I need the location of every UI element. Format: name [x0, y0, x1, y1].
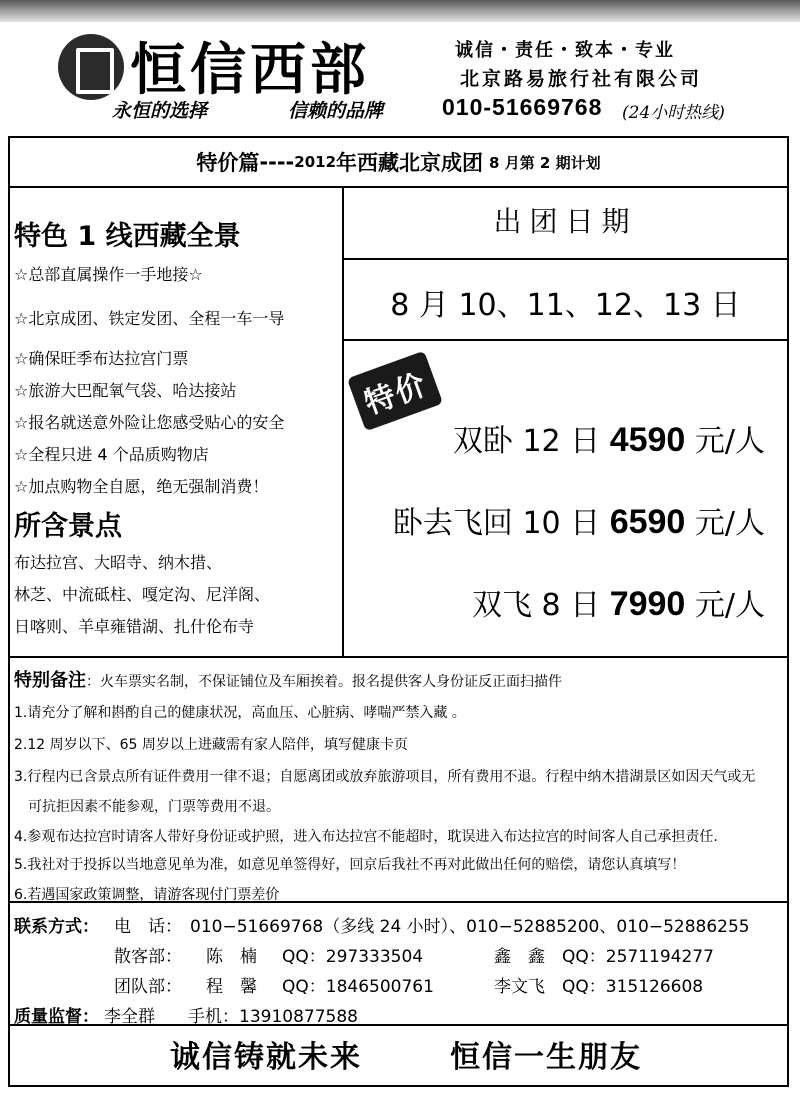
feature-item: ☆北京成团、铁定发团、全程一车一导	[14, 309, 285, 328]
hotline-note: (24小时热线)	[622, 103, 725, 123]
price-line	[393, 498, 765, 542]
price-label: 双飞 8 日	[471, 588, 601, 623]
price-unit: 元/人	[694, 588, 765, 623]
retail-contact2-qq: QQ：2571194277	[562, 947, 714, 967]
group-contact2-qq: QQ：315126608	[562, 977, 704, 997]
brand-name: 恒信西部	[130, 37, 370, 103]
scenic-line: 布达拉宫、大昭寺、纳木措、	[14, 553, 223, 572]
divider	[10, 656, 787, 658]
company-logo-icon	[58, 34, 124, 100]
title-tail: 8 月第 2 期计划	[489, 153, 601, 172]
hotline-number: 010-51669768	[442, 94, 603, 120]
price-unit: 元/人	[694, 506, 765, 541]
feature-item: ☆加点购物全自愿，绝无强制消费！	[14, 477, 269, 496]
note-item: 1.请充分了解和斟酌自己的健康状况，高血压、心脏病、哮喘严禁入藏 。	[14, 705, 466, 721]
price-line	[472, 580, 765, 624]
scenic-heading: 所含景点	[14, 511, 122, 542]
footer-slogan-left: 诚信铸就未来	[170, 1040, 362, 1075]
flyer-frame	[8, 136, 789, 1087]
retail-contact-name: 陈 楠	[206, 947, 257, 967]
title-dashes: ----	[259, 150, 295, 174]
notes-intro: ：火车票实名制，不保证铺位及车厢挨着。报名提供客人身份证反正面扫描件	[86, 674, 562, 690]
slogan-left: 永恒的选择	[112, 100, 208, 122]
slogan-right: 信赖的品牌	[288, 100, 384, 122]
group-dept-label: 团队部：	[114, 977, 182, 997]
note-item: 3.行程内已含景点所有证件费用一律不退；自愿离团或放弃旅游项目，所有费用不退。行程中纳木措湖景区如因天气或无	[14, 769, 756, 785]
departure-dates: 8 月 10、11、12、13 日	[390, 288, 741, 323]
group-contact2-name: 李文飞	[494, 977, 545, 997]
phone-numbers: 010−51669768（多线 24 小时）、010−52885200、010−52886255	[190, 917, 750, 937]
top-gradient-bar	[0, 0, 800, 22]
price-label: 双卧 12 日	[452, 424, 601, 459]
feature-item: ☆全程只进 4 个品质购物店	[14, 445, 209, 464]
group-contact-qq: QQ：1846500761	[282, 977, 434, 997]
title-mid: 年西藏北京成团	[336, 151, 484, 175]
scenic-line: 林芝、中流砥柱、嘎定沟、尼洋阁、	[14, 585, 271, 604]
company-name: 北京路易旅行社有限公司	[460, 68, 703, 90]
notes-heading: 特别备注	[14, 670, 86, 691]
scenic-line: 日喀则、羊卓雍错湖、扎什伦布寺	[14, 617, 255, 636]
note-item: 4.参观布达拉宫时请客人带好身份证或护照，进入布达拉宫不能超时，耽误进入布达拉宫的时间客人自己承担责任.	[14, 829, 718, 845]
title-main: 特价篇	[196, 151, 260, 175]
quality-name: 李全群	[104, 1007, 155, 1027]
price-line	[453, 416, 765, 460]
features-heading: 特色 1 线西藏全景	[14, 221, 241, 252]
note-item: 5.我社对于投拆以当地意见单为准，如意见单签得好，回京后我社不再对此做出任何的赔偿，请您认真填写！	[14, 857, 686, 873]
note-item: 6.若遇国家政策调整，请游客现付门票差价	[14, 887, 280, 903]
divider	[342, 339, 787, 341]
special-price-stamp: 特价	[347, 351, 443, 432]
footer-slogan-right: 恒信一生朋友	[450, 1040, 642, 1075]
feature-item: ☆旅游大巴配氧气袋、哈达接站	[14, 381, 237, 400]
retail-dept-label: 散客部：	[114, 947, 182, 967]
note-item: 可抗拒因素不能参观，门票等费用不退。	[28, 799, 280, 815]
plan-title	[10, 138, 787, 188]
departure-label: 出团日期	[493, 205, 638, 238]
quality-mobile: 手机：13910877588	[188, 1007, 358, 1027]
group-contact-name: 程 馨	[206, 977, 257, 997]
price-value: 4590	[609, 421, 686, 459]
price-unit: 元/人	[694, 424, 765, 459]
divider	[342, 258, 787, 260]
retail-contact-qq: QQ：297333504	[282, 947, 424, 967]
feature-item: ☆确保旺季布达拉宫门票	[14, 349, 189, 368]
feature-item: ☆总部直属操作一手地接☆	[14, 265, 203, 284]
feature-item: ☆报名就送意外险让您感受贴心的安全	[14, 413, 285, 432]
price-value: 6590	[609, 503, 686, 541]
phone-label: 电 话：	[114, 917, 182, 937]
contact-label: 联系方式：	[14, 917, 99, 937]
company-values: 诚信・责任・致本・专业	[455, 40, 675, 61]
retail-contact2-name: 鑫 鑫	[494, 947, 545, 967]
quality-label: 质量监督：	[14, 1007, 99, 1027]
notes-heading-row	[14, 666, 562, 692]
header	[0, 22, 800, 130]
column-divider	[342, 186, 344, 656]
price-value: 7990	[609, 585, 686, 623]
note-item: 2.12 周岁以下、65 周岁以上进藏需有家人陪伴，填写健康卡页	[14, 737, 408, 753]
price-label: 卧去飞回 10 日	[392, 506, 601, 541]
title-year: 2012	[294, 153, 337, 171]
